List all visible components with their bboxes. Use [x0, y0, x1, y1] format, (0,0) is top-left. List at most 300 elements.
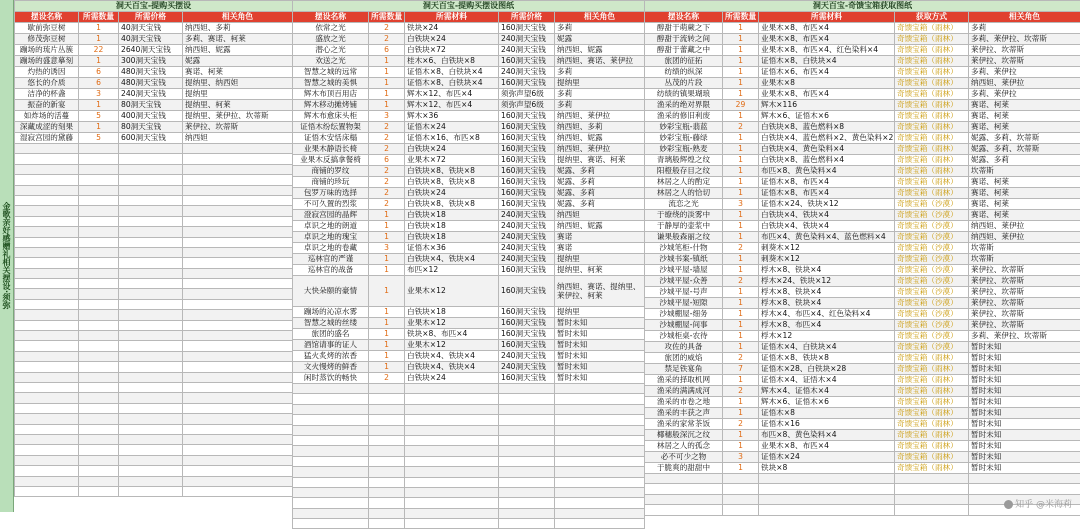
empty-cell — [119, 320, 183, 330]
item-materials: 刺葵木×12 — [759, 254, 895, 265]
item-characters: 提纳里、赛诺、柯莱 — [555, 155, 645, 166]
table-row — [15, 445, 293, 455]
item-characters: 暂时未知 — [969, 419, 1080, 430]
item-materials: 证悟木×8、白铁块×4 — [405, 78, 499, 89]
item-characters: 暂时未知 — [555, 329, 645, 340]
item-characters: 暂时未知 — [555, 351, 645, 362]
item-price: 240洞天宝钱 — [499, 45, 555, 56]
item-qty: 1 — [79, 100, 119, 111]
item-characters: 纳西妲、妮露 — [555, 45, 645, 56]
item-characters: 莱伊拉、坎蒂斯 — [969, 287, 1080, 298]
item-name: 沙城书案-镇纸 — [645, 254, 723, 265]
item-qty: 1 — [723, 309, 759, 320]
table-row — [15, 45, 293, 56]
item-price: 160洞天宝钱 — [499, 144, 555, 155]
empty-cell — [183, 403, 293, 413]
item-materials: 业果木×8、布匹×4 — [759, 23, 895, 34]
item-characters: 纳西妲、莱伊拉 — [969, 232, 1080, 243]
item-source: 奇馈宝箱（雨林） — [895, 463, 969, 474]
item-price: 240洞天宝钱 — [499, 34, 555, 45]
empty-cell — [895, 505, 969, 515]
item-characters: 纳西妲、莱伊拉 — [969, 221, 1080, 232]
empty-cell — [79, 445, 119, 455]
item-name: 卓识之地的瑰宝 — [293, 232, 369, 243]
empty-cell — [119, 279, 183, 289]
item-characters: 纳西妲 — [555, 210, 645, 221]
item-name: 辉木移动摊烤铺 — [293, 100, 369, 111]
table-row — [293, 394, 645, 404]
empty-cell — [969, 484, 1080, 494]
item-price: 160洞天宝钱 — [499, 155, 555, 166]
empty-cell — [15, 424, 79, 434]
item-qty: 1 — [723, 78, 759, 89]
empty-cell — [119, 455, 183, 465]
item-characters: 暂时未知 — [555, 340, 645, 351]
item-materials: 证悟木×16、布匹×8 — [405, 133, 499, 144]
table-row — [15, 247, 293, 257]
empty-cell — [723, 484, 759, 494]
empty-cell — [293, 446, 369, 456]
table-row — [645, 243, 1080, 254]
item-characters: 纳西妲、妮露 — [555, 133, 645, 144]
item-qty: 2 — [369, 144, 405, 155]
item-name: 如炸场的活蔓 — [15, 111, 79, 122]
item-name: 沙城笔柜-什物 — [645, 243, 723, 254]
item-qty: 1 — [369, 329, 405, 340]
item-price: 160洞天宝钱 — [499, 111, 555, 122]
empty-cell — [119, 414, 183, 424]
empty-cell — [119, 424, 183, 434]
item-characters: 赛诺、柯莱 — [969, 210, 1080, 221]
empty-cell — [499, 498, 555, 508]
item-qty: 2 — [369, 373, 405, 384]
item-materials: 白铁块×72 — [405, 45, 499, 56]
table-caption: 洞天百宝-提购买摆设图纸 — [293, 1, 645, 12]
item-price: 160洞天宝钱 — [499, 199, 555, 210]
item-source: 奇馈宝箱（雨林） — [895, 386, 969, 397]
item-name: 业果木静语长椅 — [293, 144, 369, 155]
table-row — [293, 166, 645, 177]
empty-cell — [15, 144, 79, 154]
empty-cell — [369, 404, 405, 414]
item-name: 醇甜于流转之间 — [645, 34, 723, 45]
empty-cell — [293, 384, 369, 394]
item-characters: 多莉 — [555, 100, 645, 111]
table-row — [293, 45, 645, 56]
item-name: 潜心之光 — [293, 45, 369, 56]
empty-cell — [369, 415, 405, 425]
item-name: 渔采的满满成河 — [645, 386, 723, 397]
item-characters: 赛诺、柯莱 — [969, 100, 1080, 111]
item-characters: 纳西妲、莱伊拉 — [555, 144, 645, 155]
item-name: 青璃般辉煌之纹 — [645, 155, 723, 166]
item-characters: 莱伊拉、坎蒂斯 — [969, 276, 1080, 287]
item-name: 智慧之城的美惧 — [293, 78, 369, 89]
item-source: 奇馈宝箱（雨林） — [895, 133, 969, 144]
item-price: 480洞天宝钱 — [119, 78, 183, 89]
item-qty: 2 — [723, 353, 759, 364]
item-qty: 1 — [723, 177, 759, 188]
item-materials: 桴木×8、铁块×4 — [759, 265, 895, 276]
item-price: 须弥声望6级 — [499, 89, 555, 100]
item-qty: 2 — [723, 243, 759, 254]
empty-cell — [369, 467, 405, 477]
col-header-qty: 所需数量 — [723, 12, 759, 23]
empty-cell — [79, 310, 119, 320]
item-materials: 白铁块×18 — [405, 210, 499, 221]
empty-cell — [183, 331, 293, 341]
empty-cell — [15, 154, 79, 164]
empty-cell — [15, 476, 79, 486]
empty-cell — [183, 351, 293, 361]
item-materials: 证悟木×24 — [405, 122, 499, 133]
item-name: 蹦场的琉片丛簇 — [15, 45, 79, 56]
watermark: 知乎 @米海莉 — [1004, 497, 1072, 510]
item-qty: 3 — [79, 89, 119, 100]
table-row — [645, 419, 1080, 430]
item-name: 沙城平屋-墙屋 — [645, 265, 723, 276]
empty-cell — [183, 466, 293, 476]
item-characters: 多莉 — [555, 67, 645, 78]
item-name: 修茂弥豆树 — [15, 34, 79, 45]
item-qty: 1 — [369, 276, 405, 307]
table-row — [15, 393, 293, 403]
item-name: 醇甜于蕾藏之中 — [645, 45, 723, 56]
item-characters: 赛诺、柯莱 — [183, 67, 293, 78]
item-name: 证悟木安恬床榻 — [293, 133, 369, 144]
item-price: 80洞天宝钱 — [119, 100, 183, 111]
empty-cell — [183, 227, 293, 237]
table-row — [293, 232, 645, 243]
item-characters: 暂时未知 — [969, 408, 1080, 419]
empty-cell — [183, 486, 293, 496]
empty-cell — [499, 394, 555, 404]
empty-cell — [293, 435, 369, 445]
item-characters: 暂时未知 — [969, 375, 1080, 386]
item-materials: 白铁块×8、铁块×8 — [405, 199, 499, 210]
item-characters: 提纳里 — [555, 78, 645, 89]
item-characters: 暂时未知 — [969, 342, 1080, 353]
item-characters: 暂时未知 — [555, 318, 645, 329]
item-characters: 莱伊拉、坎蒂斯 — [969, 298, 1080, 309]
empty-cell — [119, 216, 183, 226]
empty-cell — [645, 505, 723, 515]
item-qty: 1 — [723, 188, 759, 199]
empty-cell — [369, 508, 405, 518]
side-category-label: 金歌亲好感赠礼相关摆设·须弥 — [0, 0, 14, 512]
table-row — [15, 100, 293, 111]
empty-cell — [293, 467, 369, 477]
item-name: 商铺的罗纹 — [293, 166, 369, 177]
table-row — [293, 508, 645, 518]
item-name: 旅团的威焰 — [645, 353, 723, 364]
item-qty: 5 — [79, 111, 119, 122]
empty-cell — [79, 216, 119, 226]
item-materials: 白铁块×4、蓝色燃料×2、黄色染料×2 — [759, 133, 895, 144]
item-source: 奇馈宝箱（雨林） — [895, 89, 969, 100]
table-row — [645, 342, 1080, 353]
empty-cell — [79, 206, 119, 216]
item-name: 必不可少之物 — [645, 452, 723, 463]
item-name: 文火慢烤的鲜香 — [293, 362, 369, 373]
empty-cell — [15, 279, 79, 289]
item-qty: 1 — [723, 441, 759, 452]
item-name: 闲时蒸饮的畅快 — [293, 373, 369, 384]
item-source: 奇馈宝箱（沙漠） — [895, 232, 969, 243]
table-row — [293, 89, 645, 100]
item-price: 240洞天宝钱 — [499, 210, 555, 221]
table-row — [15, 175, 293, 185]
table-row — [15, 341, 293, 351]
item-characters: 暂时未知 — [969, 397, 1080, 408]
item-characters: 赛诺 — [555, 243, 645, 254]
empty-cell — [79, 455, 119, 465]
empty-cell — [15, 434, 79, 444]
item-qty: 1 — [79, 23, 119, 34]
table-row — [293, 362, 645, 373]
empty-cell — [499, 435, 555, 445]
item-source: 奇馈宝箱（雨林） — [895, 56, 969, 67]
empty-cell — [183, 175, 293, 185]
item-materials: 证悟木×36 — [405, 243, 499, 254]
item-name: 卓识之地的卷藏 — [293, 243, 369, 254]
empty-cell — [183, 195, 293, 205]
table-row — [15, 133, 293, 144]
empty-cell — [369, 425, 405, 435]
item-name: 智慧之城的远常 — [293, 67, 369, 78]
table-row — [15, 78, 293, 89]
item-materials: 铁块×8、布匹×4 — [405, 329, 499, 340]
item-price: 须弥声望6级 — [499, 100, 555, 111]
item-source: 奇馈宝箱（雨林） — [895, 430, 969, 441]
item-characters: 纳西妲、妮露 — [555, 221, 645, 232]
item-source: 奇馈宝箱（雨林） — [895, 452, 969, 463]
table-row — [293, 243, 645, 254]
item-characters: 赛诺 — [555, 232, 645, 243]
item-qty: 1 — [723, 320, 759, 331]
item-materials: 辉木×12、布匹×4 — [405, 89, 499, 100]
item-qty: 1 — [369, 67, 405, 78]
item-name: 沙城棚屋-间事 — [645, 320, 723, 331]
item-name: 禁足铁宴角 — [645, 364, 723, 375]
empty-cell — [293, 425, 369, 435]
item-name: 大快朵颐的豪情 — [293, 276, 369, 307]
empty-cell — [15, 466, 79, 476]
item-qty: 2 — [723, 122, 759, 133]
item-characters: 提纳里、莱伊拉、坎蒂斯 — [183, 111, 293, 122]
item-characters: 纳西妲、赛诺、提纳里、莱伊拉、柯莱 — [555, 276, 645, 307]
empty-cell — [183, 216, 293, 226]
table-row — [15, 310, 293, 320]
empty-cell — [119, 382, 183, 392]
item-qty: 3 — [723, 452, 759, 463]
item-characters: 提纳里 — [555, 307, 645, 318]
empty-cell — [405, 456, 499, 466]
empty-cell — [759, 474, 895, 484]
table-row — [293, 78, 645, 89]
item-source: 奇馈宝箱（雨林） — [895, 45, 969, 56]
col-header-price: 所需价格 — [119, 12, 183, 23]
table-row — [15, 486, 293, 496]
table-row — [645, 199, 1080, 210]
empty-cell — [369, 487, 405, 497]
table-row — [645, 452, 1080, 463]
empty-cell — [645, 474, 723, 484]
item-price: 40洞天宝钱 — [119, 23, 183, 34]
empty-cell — [293, 404, 369, 414]
item-name: 椰穗般深沉之纹 — [645, 430, 723, 441]
item-name: 歇前弥豆树 — [15, 23, 79, 34]
item-name: 于静厚的壶浆中 — [645, 221, 723, 232]
empty-cell — [119, 476, 183, 486]
table-row — [293, 254, 645, 265]
item-qty: 29 — [723, 100, 759, 111]
table-row — [293, 122, 645, 133]
item-source: 奇馈宝箱（沙漠） — [895, 331, 969, 342]
item-price: 400洞天宝钱 — [119, 111, 183, 122]
table-row — [645, 232, 1080, 243]
item-materials: 白铁块×18 — [405, 221, 499, 232]
item-qty: 2 — [369, 122, 405, 133]
empty-cell — [15, 237, 79, 247]
item-qty: 1 — [369, 340, 405, 351]
empty-cell — [79, 424, 119, 434]
item-qty: 1 — [369, 78, 405, 89]
item-materials: 业果木×72 — [405, 155, 499, 166]
item-source: 奇馈宝箱（雨林） — [895, 375, 969, 386]
empty-cell — [759, 494, 895, 504]
table-row — [645, 78, 1080, 89]
table-row — [15, 216, 293, 226]
item-source: 奇馈宝箱（沙漠） — [895, 309, 969, 320]
table-row — [645, 430, 1080, 441]
empty-cell — [369, 384, 405, 394]
item-qty: 1 — [723, 89, 759, 100]
item-materials: 业果木×8、布匹×4 — [759, 441, 895, 452]
item-price: 160洞天宝钱 — [499, 318, 555, 329]
empty-cell — [15, 258, 79, 268]
item-qty: 2 — [369, 34, 405, 45]
empty-cell — [405, 404, 499, 414]
item-name: 证悟木纷纭置物架 — [293, 122, 369, 133]
item-materials: 白铁块×8、蓝色燃料×8 — [759, 122, 895, 133]
table-row — [15, 455, 293, 465]
item-qty: 1 — [369, 307, 405, 318]
item-characters: 莱伊拉、坎蒂斯 — [969, 320, 1080, 331]
item-qty: 2 — [723, 276, 759, 287]
item-characters: 赛诺、柯莱 — [969, 177, 1080, 188]
table-row — [293, 384, 645, 394]
table-row — [645, 100, 1080, 111]
item-qty: 1 — [369, 232, 405, 243]
table-row — [645, 364, 1080, 375]
item-qty: 1 — [723, 155, 759, 166]
item-materials: 白铁块×4、铁块×4 — [759, 210, 895, 221]
item-qty: 1 — [369, 100, 405, 111]
table-row — [293, 351, 645, 362]
table-row — [645, 254, 1080, 265]
col-header-qty: 所需数量 — [79, 12, 119, 23]
item-name: 沙城柜桌-农待 — [645, 331, 723, 342]
item-source: 奇馈宝箱（雨林） — [895, 67, 969, 78]
item-price: 160洞天宝钱 — [499, 340, 555, 351]
item-characters: 暂时未知 — [969, 353, 1080, 364]
table-row — [293, 487, 645, 497]
item-qty: 1 — [723, 397, 759, 408]
empty-cell — [405, 425, 499, 435]
item-characters: 妮露、多莉、坎蒂斯 — [969, 144, 1080, 155]
item-characters: 多莉、莱伊拉、坎蒂斯 — [969, 34, 1080, 45]
empty-cell — [183, 476, 293, 486]
empty-cell — [119, 310, 183, 320]
table-row — [293, 56, 645, 67]
table-row — [293, 199, 645, 210]
table-row — [293, 23, 645, 34]
empty-cell — [79, 164, 119, 174]
table-row — [15, 122, 293, 133]
item-qty: 2 — [369, 177, 405, 188]
item-materials: 证悟木×28、白铁块×28 — [759, 364, 895, 375]
empty-cell — [15, 310, 79, 320]
item-source: 奇馈宝箱（雨林） — [895, 419, 969, 430]
item-source: 奇馈宝箱（沙漠） — [895, 221, 969, 232]
item-name: 卓识之地的朗道 — [293, 221, 369, 232]
col-header-name: 摆设名称 — [645, 12, 723, 23]
empty-cell — [119, 144, 183, 154]
item-materials: 铁块×8 — [759, 463, 895, 474]
table-row — [15, 164, 293, 174]
empty-cell — [369, 435, 405, 445]
item-name: 巡林官的严谨 — [293, 254, 369, 265]
item-characters: 多莉 — [555, 89, 645, 100]
table-row — [15, 382, 293, 392]
item-materials: 白铁块×24 — [405, 373, 499, 384]
col-header-characters: 相关角色 — [555, 12, 645, 23]
empty-cell — [293, 456, 369, 466]
empty-cell — [79, 403, 119, 413]
col-header-name: 摆设名称 — [293, 12, 369, 23]
empty-cell — [405, 519, 499, 529]
item-qty: 5 — [79, 133, 119, 144]
item-price: 240洞天宝钱 — [499, 351, 555, 362]
table-row — [15, 154, 293, 164]
table-row — [645, 287, 1080, 298]
item-name: 商铺的珍玩 — [293, 177, 369, 188]
empty-cell — [293, 394, 369, 404]
empty-cell — [183, 268, 293, 278]
empty-cell — [555, 384, 645, 394]
item-characters: 多莉 — [969, 23, 1080, 34]
item-name: 丛茂的片段 — [645, 78, 723, 89]
item-materials: 桴木×8、布匹×4 — [759, 320, 895, 331]
item-name: 林居之人的酌定 — [645, 177, 723, 188]
item-name: 业果木反搞拿餐椅 — [293, 155, 369, 166]
item-characters: 多莉、赛诺、柯莱 — [183, 34, 293, 45]
empty-cell — [15, 175, 79, 185]
table-row — [15, 56, 293, 67]
empty-cell — [183, 445, 293, 455]
item-source: 奇馈宝箱（雨林） — [895, 397, 969, 408]
table-row — [645, 397, 1080, 408]
item-materials: 白铁块×24 — [405, 144, 499, 155]
item-materials: 桴木×12 — [759, 331, 895, 342]
item-qty: 1 — [723, 133, 759, 144]
empty-cell — [79, 341, 119, 351]
item-materials: 业果木×8、布匹×4、红色染料×4 — [759, 45, 895, 56]
item-materials: 辉木×6、证悟木×6 — [759, 111, 895, 122]
item-characters: 提纳里、柯莱 — [555, 265, 645, 276]
empty-cell — [405, 415, 499, 425]
